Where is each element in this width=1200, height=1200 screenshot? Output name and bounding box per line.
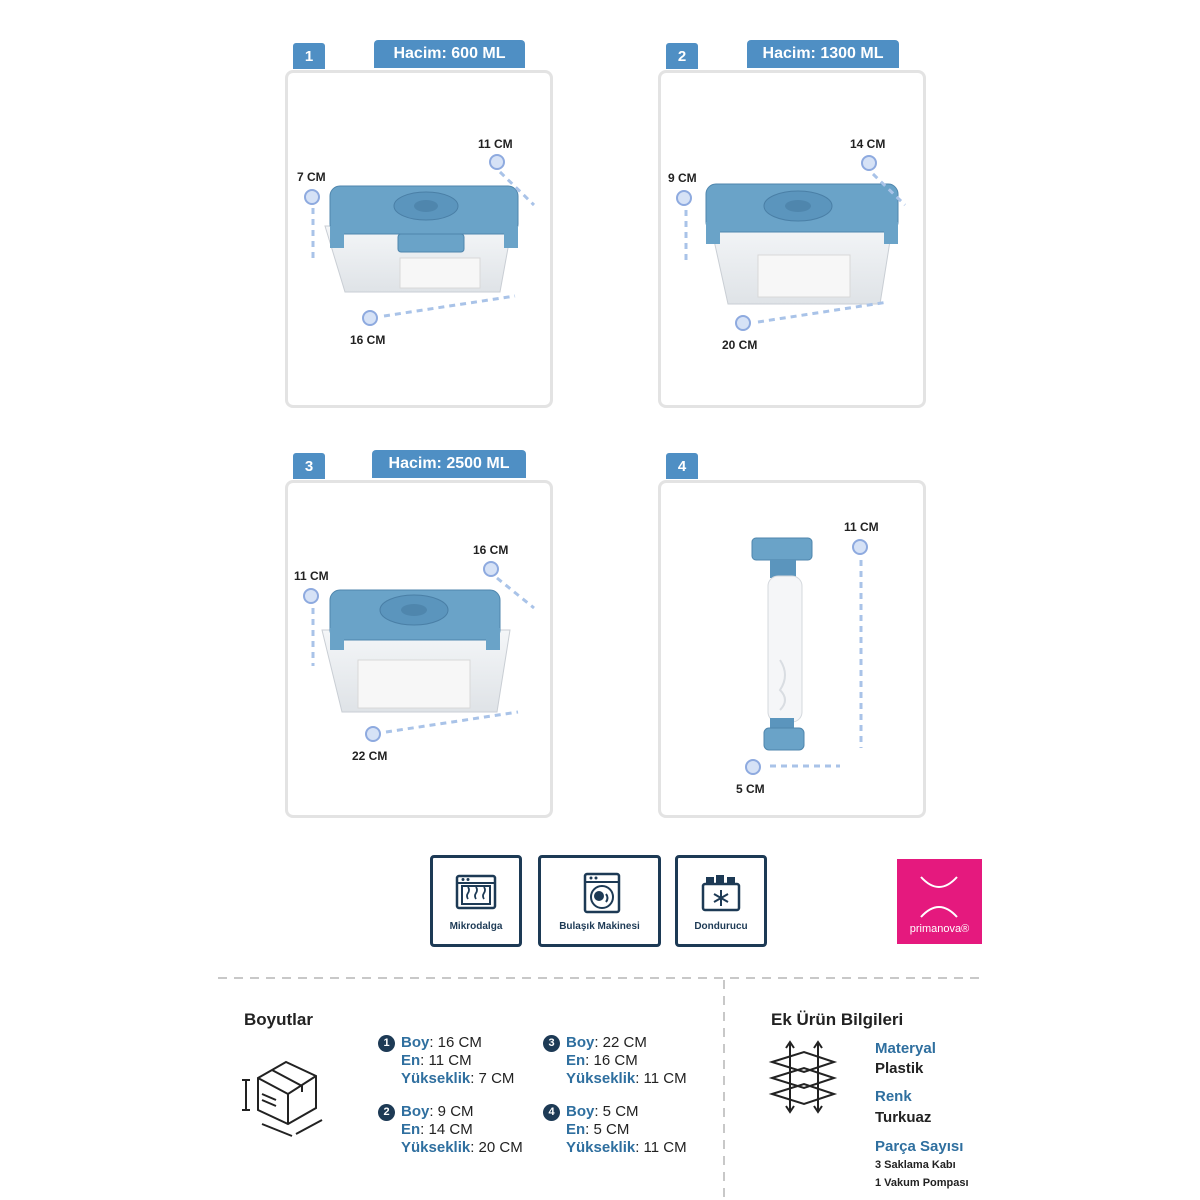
en-value: : 14 CM (420, 1121, 473, 1138)
length-label: 20 CM (722, 338, 758, 352)
material-value: Plastik (875, 1060, 924, 1077)
container-2500ml-image (322, 590, 510, 712)
dishwasher-icon (581, 872, 623, 914)
color-label: Renk (875, 1088, 912, 1105)
yukseklik-value: : 11 CM (635, 1070, 687, 1087)
color-value: Turkuaz (875, 1109, 932, 1126)
spec-item-4 (566, 1103, 687, 1157)
container-1300ml-image (706, 184, 898, 304)
volume-label: Hacim: (388, 455, 442, 472)
spec-item-2 (401, 1103, 523, 1157)
volume-value: 1300 ML (820, 45, 884, 62)
spec-number: 1 (378, 1035, 395, 1052)
boy-label: Boy (566, 1034, 595, 1051)
volume-label: Hacim: (762, 45, 816, 62)
boy-label: Boy (401, 1103, 430, 1120)
yukseklik-label: Yükseklik (401, 1139, 471, 1156)
material-label: Materyal (875, 1040, 936, 1057)
height-label: 7 CM (297, 170, 326, 184)
length-label: 22 CM (352, 749, 388, 763)
feature-microwave (430, 855, 522, 947)
parts-value-2: 1 Vakum Pompası (875, 1177, 969, 1189)
boy-value: : 22 CM (594, 1034, 647, 1051)
spec-item-3 (566, 1034, 687, 1088)
product-number-tab: 1 (293, 43, 325, 69)
boy-value: : 9 CM (429, 1103, 474, 1120)
height-label: 9 CM (668, 171, 697, 185)
en-label: En (566, 1052, 586, 1069)
yukseklik-label: Yükseklik (566, 1070, 636, 1087)
boy-value: : 16 CM (429, 1034, 482, 1051)
en-value: : 11 CM (420, 1052, 472, 1069)
width-label: 14 CM (850, 137, 886, 151)
boy-label: Boy (401, 1034, 430, 1051)
product-number-tab: 3 (293, 453, 325, 479)
en-label: En (401, 1121, 421, 1138)
product-number-tab: 2 (666, 43, 698, 69)
width-label: 16 CM (473, 543, 509, 557)
height-label: 11 CM (294, 569, 329, 583)
dimensions-title: Boyutlar (244, 1010, 313, 1029)
length-label: 16 CM (350, 333, 386, 347)
feature-label: Mikrodalga (449, 921, 503, 932)
product-number-tab: 4 (666, 453, 698, 479)
parts-value-1: 3 Saklama Kabı (875, 1159, 956, 1171)
base-label: 5 CM (736, 782, 765, 796)
brand-logo (897, 859, 982, 944)
container-600ml-image (325, 186, 518, 292)
extra-info-title: Ek Ürün Bilgileri (771, 1010, 904, 1029)
height-label: 11 CM (844, 520, 879, 534)
yukseklik-label: Yükseklik (401, 1070, 471, 1087)
feature-dishwasher (538, 855, 661, 947)
freezer-icon (700, 872, 742, 914)
en-value: : 5 CM (585, 1121, 630, 1138)
yukseklik-value: : 7 CM (470, 1070, 515, 1087)
volume-value: 2500 ML (446, 455, 510, 472)
volume-value: 600 ML (451, 45, 506, 62)
spec-number: 4 (543, 1104, 560, 1121)
spec-number: 3 (543, 1035, 560, 1052)
yukseklik-value: : 20 CM (470, 1139, 523, 1156)
feature-label: Bulaşık Makinesi (559, 921, 640, 932)
volume-label: Hacim: (393, 45, 447, 62)
en-value: : 16 CM (585, 1052, 638, 1069)
spec-item-1 (401, 1034, 514, 1088)
en-label: En (566, 1121, 586, 1138)
feature-freezer (675, 855, 767, 947)
brand-logo-text: primanova® (909, 923, 970, 935)
yukseklik-value: : 11 CM (635, 1139, 687, 1156)
boy-value: : 5 CM (594, 1103, 639, 1120)
yukseklik-label: Yükseklik (566, 1139, 636, 1156)
width-label: 11 CM (478, 137, 513, 151)
spec-number: 2 (378, 1104, 395, 1121)
microwave-icon (455, 872, 497, 914)
boy-label: Boy (566, 1103, 595, 1120)
en-label: En (401, 1052, 421, 1069)
vacuum-pump-image (752, 538, 812, 750)
feature-label: Dondurucu (694, 921, 748, 932)
parts-label: Parça Sayısı (875, 1138, 964, 1155)
